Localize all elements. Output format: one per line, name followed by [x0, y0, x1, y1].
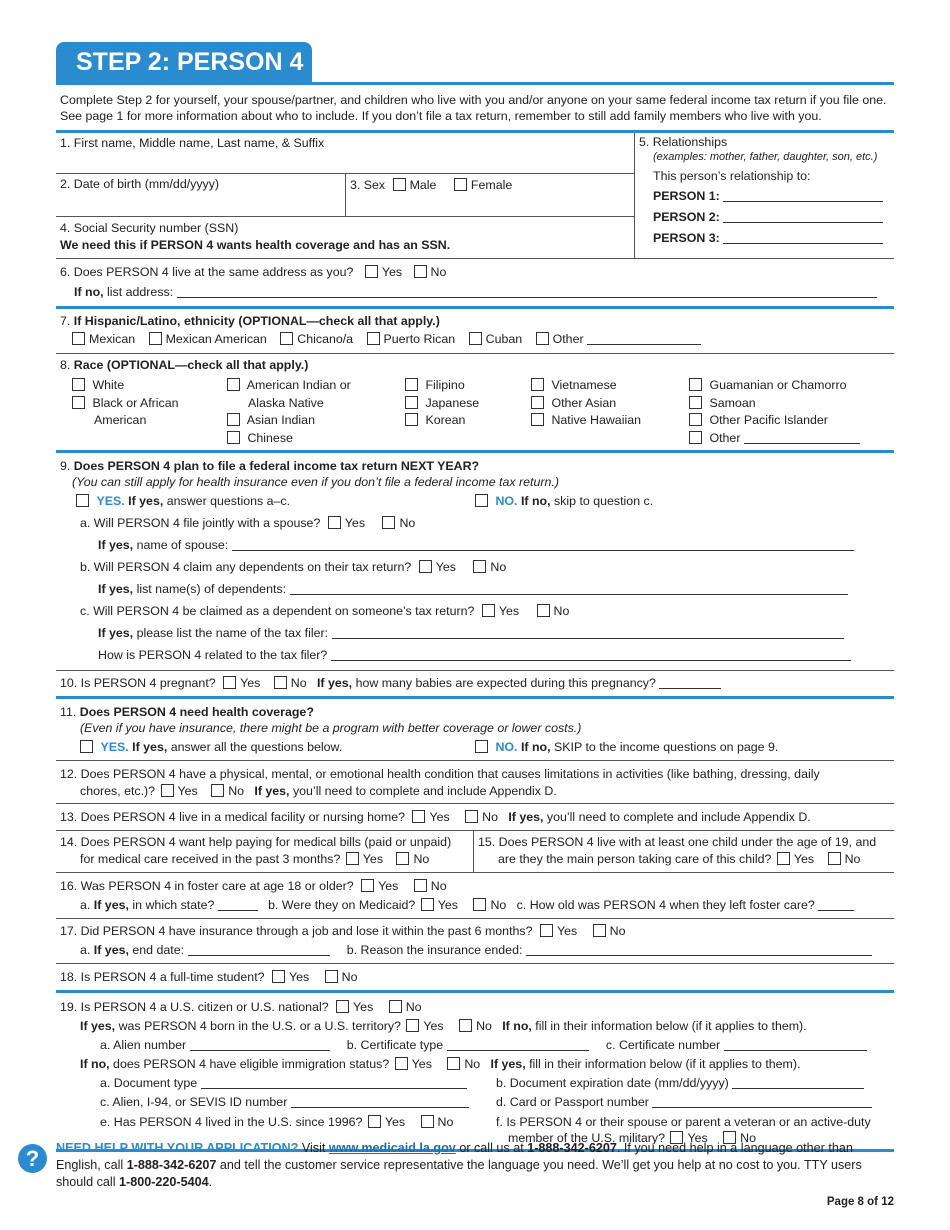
- q8-row: [56, 354, 894, 453]
- q18-label: 18. Is PERSON 4 a full-time student?: [60, 970, 265, 984]
- q5-field: [635, 133, 894, 258]
- q16a-state-input[interactable]: [218, 898, 258, 911]
- q19-card-label: d. Card or Passport number: [496, 1095, 649, 1109]
- q15-yes-label: Yes: [793, 852, 815, 866]
- race-checkbox[interactable]: [405, 396, 418, 409]
- q15-yes-checkbox[interactable]: [777, 852, 790, 865]
- q19-born-yes-label: Yes: [423, 1019, 444, 1033]
- q17-label: 17. Did PERSON 4 have insurance through a job and lose it within the past 6 months?: [60, 924, 533, 938]
- q9b-yes-checkbox[interactable]: [419, 560, 432, 573]
- race-other-input[interactable]: [744, 431, 860, 444]
- q9c-yes-checkbox[interactable]: [482, 604, 495, 617]
- q19-yes-checkbox[interactable]: [336, 1000, 349, 1013]
- q19-imm-yes-text: fill in their information below (if it applies to them).: [529, 1057, 801, 1071]
- q17b-reason-input[interactable]: [526, 943, 872, 956]
- q4-label: 4. Social Security number (SSN): [60, 221, 239, 235]
- q19-no-checkbox[interactable]: [389, 1000, 402, 1013]
- q9b-if-text: list name(s) of dependents:: [136, 582, 287, 596]
- q16b-no-label: No: [490, 898, 507, 912]
- q16b-no-checkbox[interactable]: [473, 898, 486, 911]
- race-label: Korean: [425, 413, 466, 427]
- q1-5-block: [56, 133, 894, 259]
- q12-no-checkbox[interactable]: [211, 784, 224, 797]
- q16-no-label: No: [430, 879, 447, 893]
- q9a-label: a. Will PERSON 4 file jointly with a spouse?: [80, 516, 321, 530]
- q9b-yes-label: Yes: [435, 560, 456, 574]
- help-phone2: 1-888-342-6207: [126, 1158, 217, 1172]
- q3-female-label: Female: [470, 178, 513, 192]
- q6-ifno: If no,: [74, 285, 104, 299]
- race-label: Vietnamese: [551, 378, 617, 392]
- q15-no-checkbox[interactable]: [828, 852, 841, 865]
- q17a-if: If yes,: [93, 943, 129, 957]
- q19-row: [56, 993, 894, 1152]
- q10-row: [56, 671, 894, 699]
- q12-label: 12. Does PERSON 4 have a physical, mental, or emotional health condition that causes limitations in activities (like bathing, dressing, daily: [60, 767, 820, 781]
- race-checkbox[interactable]: [689, 413, 702, 426]
- q9c-filer-input[interactable]: [332, 626, 844, 639]
- q19-imm-no-label: No: [464, 1057, 481, 1071]
- q7-opt-label: Mexican: [89, 332, 136, 346]
- race-checkbox[interactable]: [531, 413, 544, 426]
- q16-no-checkbox[interactable]: [414, 879, 427, 892]
- q5-person2-label: PERSON 2:: [653, 210, 720, 224]
- q7-opt-checkbox[interactable]: [367, 332, 380, 345]
- q7-num: 7.: [60, 314, 71, 328]
- q9b-if: If yes,: [98, 582, 134, 596]
- q19-since-yes-checkbox[interactable]: [368, 1115, 381, 1128]
- race-label: Samoan: [709, 395, 756, 410]
- q6-ifno-text: list address:: [107, 285, 174, 299]
- q19-veteran-yes-label: Yes: [687, 1131, 708, 1145]
- q2-field[interactable]: [56, 174, 346, 216]
- race-label: Asian Indian: [246, 413, 315, 427]
- q14-15-row: [56, 831, 894, 873]
- q9c-no-label: No: [553, 604, 570, 618]
- q16a-if: If yes,: [93, 898, 129, 912]
- q9c-no-checkbox[interactable]: [537, 604, 550, 617]
- q1-field[interactable]: [56, 133, 634, 174]
- q11-yes: YES.: [100, 740, 129, 754]
- q5-person1-label: PERSON 1:: [653, 189, 720, 203]
- q10-yes-label: Yes: [240, 676, 261, 690]
- q17-no-label: No: [609, 924, 626, 938]
- q16c-age-input[interactable]: [818, 898, 854, 911]
- q19-doc-type-input[interactable]: [201, 1076, 467, 1089]
- page-number: Page 8 of 12: [826, 1196, 894, 1208]
- race-label: Japanese: [425, 395, 480, 410]
- race-label: Black or African: [92, 395, 179, 410]
- race-label: Chinese: [247, 430, 293, 445]
- q9c-rel-input[interactable]: [331, 648, 851, 661]
- q9a-no-checkbox[interactable]: [382, 516, 395, 529]
- q16-label: 16. Was PERSON 4 in foster care at age 18 or older?: [60, 879, 354, 893]
- help-icon: ?: [18, 1144, 47, 1173]
- q19-veteran-label: f. Is PERSON 4 or their spouse or parent a veteran or an active-duty: [496, 1115, 871, 1129]
- q9a-yes-checkbox[interactable]: [328, 516, 341, 529]
- q7-opt-label: Chicano/a: [297, 332, 354, 346]
- q11-note: (Even if you have insurance, there might be a program with better coverage or lower costs.): [80, 721, 582, 735]
- q7-opt-checkbox[interactable]: [280, 332, 293, 345]
- q16a-text: in which state?: [132, 898, 215, 912]
- q19-born-no-label: No: [476, 1019, 492, 1033]
- q3-male-label: Male: [409, 178, 437, 192]
- q13-label: 13. Does PERSON 4 live in a medical facility or nursing home?: [60, 810, 406, 824]
- q13-if-text: you’ll need to complete and include Appendix D.: [546, 810, 811, 824]
- q5-person3-label: PERSON 3:: [653, 231, 720, 245]
- q6-row: [56, 259, 894, 309]
- q9-row: [56, 453, 894, 671]
- q19-alien-id-input[interactable]: [291, 1095, 469, 1108]
- q16-yes-checkbox[interactable]: [361, 879, 374, 892]
- q13-yes-checkbox[interactable]: [412, 810, 425, 823]
- q19-imm-yes-checkbox[interactable]: [395, 1057, 408, 1070]
- q19-veteran-label2: member of the U.S. military?: [508, 1131, 665, 1145]
- q11-yes-text: answer all the questions below.: [170, 740, 343, 754]
- q11-yes-if: If yes,: [132, 740, 168, 754]
- q19-since-label: e. Has PERSON 4 lived in the U.S. since 1996?: [100, 1115, 363, 1129]
- race-checkbox[interactable]: [531, 396, 544, 409]
- q9a-if-text: name of spouse:: [136, 538, 229, 552]
- q7-opt-checkbox[interactable]: [149, 332, 162, 345]
- q19-cert-type-input[interactable]: [447, 1038, 589, 1051]
- q12-label2: chores, etc.)?: [80, 784, 156, 798]
- q9c-rel-label: How is PERSON 4 related to the tax filer?: [98, 648, 328, 662]
- help-end: .: [208, 1175, 213, 1189]
- footer-help: [56, 1140, 894, 1191]
- q7-other-input[interactable]: [587, 332, 701, 345]
- q9-yes-checkbox[interactable]: [76, 494, 89, 507]
- form-page: [56, 40, 894, 1152]
- q7-opt-label: Cuban: [485, 332, 523, 346]
- race-checkbox[interactable]: [227, 413, 240, 426]
- q19-alien-input[interactable]: [190, 1038, 330, 1051]
- race-checkbox[interactable]: [689, 431, 702, 444]
- q6-no-label: No: [430, 265, 447, 279]
- q11-num: 11.: [60, 705, 77, 719]
- q19-veteran-no-label: No: [740, 1131, 756, 1145]
- race-checkbox[interactable]: [227, 378, 240, 391]
- q9b-dependents-input[interactable]: [290, 582, 848, 595]
- q9b-label: b. Will PERSON 4 claim any dependents on their tax return?: [80, 560, 412, 574]
- q5-person3-input[interactable]: [723, 231, 883, 244]
- q18-row: [56, 964, 894, 993]
- q17-no-checkbox[interactable]: [593, 924, 606, 937]
- q7-row: [56, 309, 894, 354]
- q11-yes-checkbox[interactable]: [80, 740, 93, 753]
- race-label: American Indian or: [246, 378, 351, 392]
- q10-no-label: No: [290, 676, 307, 690]
- help-text2: . If you need help in a language other than English, call: [56, 1141, 853, 1172]
- q11-no-text: SKIP to the income questions on page 9.: [553, 740, 779, 754]
- q14-label: 14. Does PERSON 4 want help paying for medical bills (paid or unpaid): [60, 835, 452, 849]
- q19-since-no-label: No: [437, 1115, 454, 1129]
- q9-yes: YES.: [96, 494, 125, 508]
- help-phone: 1-888-342-6207: [527, 1141, 617, 1155]
- help-visit: Visit: [301, 1141, 326, 1155]
- q9-label: Does PERSON 4 plan to file a federal income tax return NEXT YEAR?: [73, 459, 480, 473]
- q12-no-label: No: [228, 784, 245, 798]
- q14-yes-checkbox[interactable]: [346, 852, 359, 865]
- q19-imm-no-checkbox[interactable]: [447, 1057, 460, 1070]
- q16b-yes-label: Yes: [437, 898, 458, 912]
- help-text3: and tell the customer service representative the language you need. We’ll get you help at no cost to you. TTY users should call: [56, 1158, 862, 1189]
- q12-yes-checkbox[interactable]: [161, 784, 174, 797]
- q4-field[interactable]: [56, 217, 634, 258]
- q16a-num: a.: [80, 898, 91, 912]
- race-label: Native Hawaiian: [551, 413, 641, 427]
- q12-row: [56, 761, 894, 804]
- q9-yes-if: If yes,: [128, 494, 164, 508]
- q17-yes-checkbox[interactable]: [540, 924, 553, 937]
- q12-if-text: you’ll need to complete and include Appendix D.: [292, 784, 557, 798]
- q19-alien-label: a. Alien number: [100, 1038, 187, 1052]
- q13-no-label: No: [482, 810, 498, 824]
- q16b-yes-checkbox[interactable]: [421, 898, 434, 911]
- q18-no-checkbox[interactable]: [325, 970, 338, 983]
- q19-imm-if: If no,: [80, 1057, 110, 1071]
- q9-note: (You can still apply for health insurance even if you don’t file a federal income tax return.): [72, 475, 559, 489]
- q15-field: [474, 831, 894, 872]
- q11-no: NO.: [495, 740, 518, 754]
- q7-opt-checkbox[interactable]: [72, 332, 85, 345]
- q3-male-checkbox[interactable]: [393, 178, 406, 191]
- q9a-yes-label: Yes: [344, 516, 366, 530]
- q15-label: 15. Does PERSON 4 live with at least one child under the age of 19, and: [478, 835, 877, 849]
- q19-born-no-if: If no,: [502, 1019, 532, 1033]
- q19-since-no-checkbox[interactable]: [421, 1115, 434, 1128]
- intro-text: Complete Step 2 for yourself, your spouse/partner, and children who live with you and/or anyone on your same federal income tax return if you file one. See page 1 for more information about who to include. If you don’t file a tax return, remember to still add family members who live with you.: [56, 85, 894, 133]
- q10-babies-input[interactable]: [659, 676, 721, 689]
- q12-if: If yes,: [254, 784, 290, 798]
- q17a-date-input[interactable]: [188, 943, 330, 956]
- q5-person2-input[interactable]: [723, 210, 883, 223]
- q19-imm-yes-label: Yes: [411, 1057, 432, 1071]
- q11-no-if: If no,: [520, 740, 551, 754]
- q19-cert-num-label: c. Certificate number: [605, 1038, 721, 1052]
- q19-born-yes-checkbox[interactable]: [406, 1019, 419, 1032]
- q3-field: [346, 174, 516, 216]
- q10-label: 10. Is PERSON 4 pregnant?: [60, 676, 216, 690]
- q3-female-checkbox[interactable]: [454, 178, 467, 191]
- q17-row: [56, 919, 894, 964]
- q15-no-label: No: [844, 852, 861, 866]
- help-title: NEED HELP WITH YOUR APPLICATION?: [56, 1141, 299, 1155]
- q19-doc-exp-input[interactable]: [732, 1076, 864, 1089]
- race-label: Other Asian: [551, 395, 617, 410]
- q14-no-checkbox[interactable]: [396, 852, 409, 865]
- q7-opt-checkbox[interactable]: [536, 332, 549, 345]
- q17-yes-label: Yes: [556, 924, 578, 938]
- q1-label: 1. First name, Middle name, Last name, & Suffix: [60, 136, 325, 150]
- q14-field: [56, 831, 474, 872]
- q13-no-checkbox[interactable]: [465, 810, 478, 823]
- q9-num: 9.: [60, 459, 71, 473]
- race-label: Guamanian or Chamorro: [709, 378, 847, 392]
- q19-born-no-checkbox[interactable]: [459, 1019, 472, 1032]
- medicaid-link[interactable]: www.medicaid.la.gov: [328, 1141, 456, 1155]
- q9-no: NO.: [495, 494, 518, 508]
- q19-alien-id-label: c. Alien, I-94, or SEVIS ID number: [100, 1095, 288, 1109]
- q8-label: Race (OPTIONAL—check all that apply.): [73, 358, 309, 372]
- q11-row: [56, 699, 894, 761]
- q19-doc-type-label: a. Document type: [100, 1076, 198, 1090]
- race-checkbox[interactable]: [689, 396, 702, 409]
- q10-if-text: how many babies are expected during this pregnancy?: [355, 676, 656, 690]
- q7-opt-label: Mexican American: [165, 332, 267, 346]
- race-checkbox[interactable]: [405, 378, 418, 391]
- q9-no-if: If no,: [520, 494, 551, 508]
- q6-label: 6. Does PERSON 4 live at the same address as you?: [60, 265, 354, 279]
- q19-born-text: was PERSON 4 born in the U.S. or a U.S. territory?: [118, 1019, 401, 1033]
- q16c-label: c. How old was PERSON 4 when they left foster care?: [516, 898, 815, 912]
- q19-card-input[interactable]: [652, 1095, 872, 1108]
- race-checkbox[interactable]: [227, 431, 240, 444]
- race-checkbox[interactable]: [405, 413, 418, 426]
- q9a-no-label: No: [399, 516, 416, 530]
- q4-note: We need this if PERSON 4 wants health coverage and has an SSN.: [60, 238, 451, 252]
- q5-person1-input[interactable]: [723, 189, 883, 202]
- q10-if: If yes,: [316, 676, 353, 690]
- q16-row: [56, 873, 894, 919]
- q16-yes-label: Yes: [378, 879, 399, 893]
- q19-yes-label: Yes: [353, 1000, 374, 1014]
- q15-label2: are they the main person taking care of this child?: [498, 852, 772, 866]
- step-title: STEP 2: PERSON 4: [56, 42, 312, 82]
- q5-examples: (examples: mother, father, daughter, son, etc.): [653, 151, 878, 163]
- q7-opt-checkbox[interactable]: [469, 332, 482, 345]
- q18-yes-label: Yes: [289, 970, 310, 984]
- q17a-num: a.: [80, 943, 91, 957]
- q9b-no-checkbox[interactable]: [473, 560, 486, 573]
- header: [56, 40, 894, 85]
- q14-no-label: No: [413, 852, 430, 866]
- q13-row: [56, 804, 894, 831]
- q14-yes-label: Yes: [362, 852, 384, 866]
- q19-cert-type-label: b. Certificate type: [346, 1038, 444, 1052]
- q9-no-checkbox[interactable]: [475, 494, 488, 507]
- q19-imm-text: does PERSON 4 have eligible immigration status?: [113, 1057, 390, 1071]
- q9c-label: c. Will PERSON 4 be claimed as a dependent on someone’s tax return?: [80, 604, 475, 618]
- q19-born-no-text: fill in their information below (if it applies to them).: [535, 1019, 807, 1033]
- race-label: Alaska Native: [248, 395, 324, 410]
- q16b-label: b. Were they on Medicaid?: [268, 898, 416, 912]
- race-label: Other Pacific Islander: [709, 413, 828, 427]
- q10-no-checkbox[interactable]: [274, 676, 287, 689]
- q8-num: 8.: [60, 358, 71, 372]
- q19-doc-exp-label: b. Document expiration date (mm/dd/yyyy): [496, 1076, 729, 1090]
- q17b-label: b. Reason the insurance ended:: [346, 943, 523, 957]
- q19-cert-num-input[interactable]: [724, 1038, 867, 1051]
- q9-yes-text: answer questions a–c.: [166, 494, 291, 508]
- race-label: Filipino: [425, 378, 465, 392]
- q13-if: If yes,: [508, 810, 544, 824]
- q6-yes-checkbox[interactable]: [365, 265, 378, 278]
- q5-label: 5. Relationships: [639, 135, 728, 149]
- race-checkbox[interactable]: [689, 378, 702, 391]
- q9c-if: If yes,: [98, 626, 134, 640]
- help-tty: 1-800-220-5404: [119, 1175, 209, 1189]
- q6-no-checkbox[interactable]: [414, 265, 427, 278]
- q13-yes-label: Yes: [429, 810, 450, 824]
- q18-yes-checkbox[interactable]: [272, 970, 285, 983]
- race-checkbox[interactable]: [531, 378, 544, 391]
- q7-opt-label: Puerto Rican: [383, 332, 456, 346]
- q7-opt-label: Other: [552, 332, 584, 346]
- q5-intro: This person’s relationship to:: [653, 169, 811, 183]
- q9a-spouse-input[interactable]: [232, 538, 854, 551]
- q9b-no-label: No: [490, 560, 507, 574]
- race-label: Other: [709, 430, 741, 445]
- q12-yes-label: Yes: [177, 784, 198, 798]
- race-label: American: [94, 413, 147, 427]
- q9c-if-text: please list the name of the tax filer:: [136, 626, 329, 640]
- q10-yes-checkbox[interactable]: [223, 676, 236, 689]
- help-call: or call us at: [459, 1141, 524, 1155]
- q6-yes-label: Yes: [381, 265, 403, 279]
- q3-label: 3. Sex: [350, 178, 386, 192]
- q19-imm-yes-if: If yes,: [490, 1057, 526, 1071]
- q6-address-input[interactable]: [177, 285, 877, 298]
- q7-label: If Hispanic/Latino, ethnicity (OPTIONAL—check all that apply.): [73, 314, 440, 328]
- q9a-if: If yes,: [98, 538, 134, 552]
- q11-no-checkbox[interactable]: [475, 740, 488, 753]
- race-label: White: [92, 378, 125, 392]
- q18-no-label: No: [341, 970, 358, 984]
- q19-since-yes-label: Yes: [384, 1115, 406, 1129]
- q17a-text: end date:: [132, 943, 185, 957]
- q9-no-text: skip to question c.: [553, 494, 654, 508]
- q14-label2: for medical care received in the past 3 months?: [80, 852, 341, 866]
- race-checkbox[interactable]: [72, 396, 85, 409]
- q11-label: Does PERSON 4 need health coverage?: [79, 705, 314, 719]
- q19-no-label: No: [405, 1000, 422, 1014]
- q19-born-if: If yes,: [80, 1019, 116, 1033]
- q2-label: 2. Date of birth (mm/dd/yyyy): [60, 177, 220, 191]
- q9c-yes-label: Yes: [498, 604, 520, 618]
- race-checkbox[interactable]: [72, 378, 85, 391]
- q19-label: 19. Is PERSON 4 a U.S. citizen or U.S. national?: [60, 1000, 329, 1014]
